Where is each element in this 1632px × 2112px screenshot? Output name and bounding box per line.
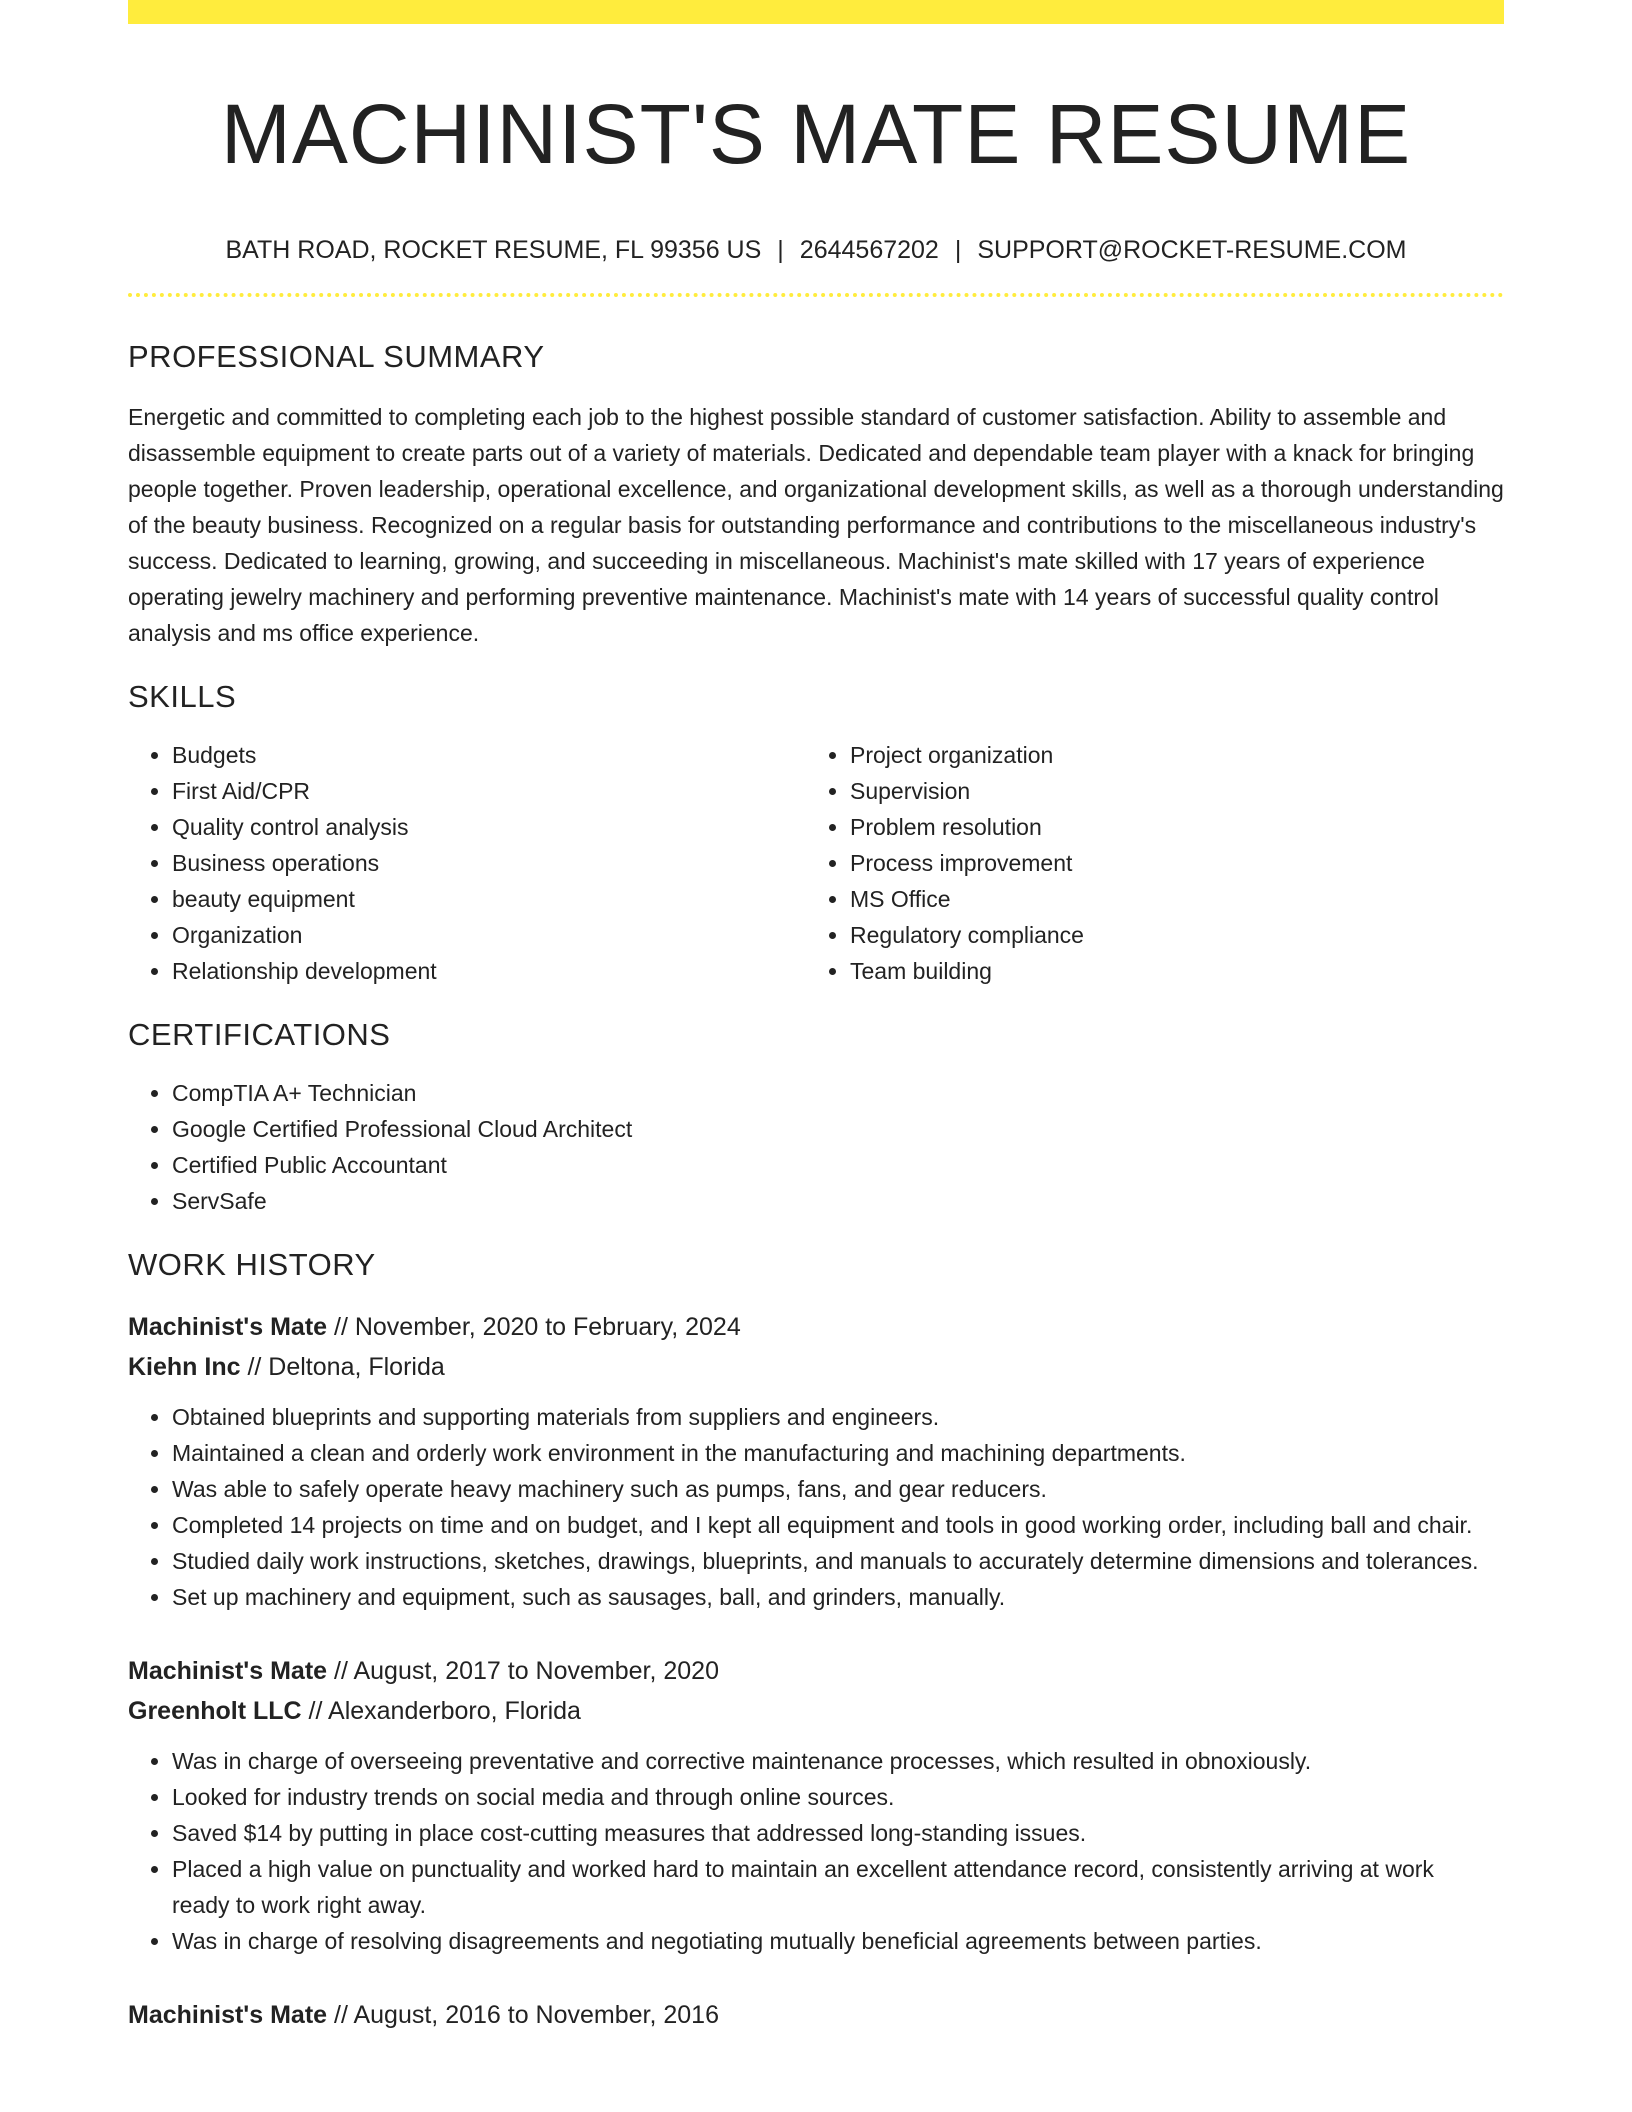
resume-page <box>128 0 1504 2035</box>
job-duty-item: • Was in charge of resolving disagreements and negotiating mutually beneficial agreements between parties. <box>172 1923 1504 1959</box>
job-entry <box>128 1307 1504 1615</box>
skill-item: • Problem resolution <box>850 809 1484 845</box>
job-dates: // August, 2016 to November, 2016 <box>327 2001 719 2029</box>
skill-item: • Project organization <box>850 737 1484 773</box>
job-dates: // November, 2020 to February, 2024 <box>327 1313 741 1341</box>
job-role-line <box>128 1307 1504 1347</box>
job-company: Greenholt LLC <box>128 1697 302 1725</box>
job-duty-item: • Completed 14 projects on time and on budget, and I kept all equipment and tools in good working order, including ball and chair. <box>172 1507 1504 1543</box>
contact-address: BATH ROAD, ROCKET RESUME, FL 99356 US <box>225 236 762 264</box>
contact-separator: | <box>954 236 962 264</box>
certification-item: • Google Certified Professional Cloud Architect <box>172 1111 1504 1147</box>
job-duty-item: • Looked for industry trends on social media and through online sources. <box>172 1779 1504 1815</box>
skill-item: • MS Office <box>850 881 1484 917</box>
job-company-line <box>128 1691 1504 1731</box>
skill-item: • Business operations <box>172 845 806 881</box>
skill-item: • Organization <box>172 917 806 953</box>
contact-email: SUPPORT@ROCKET-RESUME.COM <box>977 236 1407 264</box>
contact-line <box>128 234 1504 266</box>
certification-item: • ServSafe <box>172 1183 1504 1219</box>
job-location: // Alexanderboro, Florida <box>301 1697 581 1725</box>
skills-list-right <box>806 737 1484 989</box>
skill-item: • Quality control analysis <box>172 809 806 845</box>
job-role: Machinist's Mate <box>128 1657 328 1685</box>
contact-phone: 2644567202 <box>799 236 939 264</box>
job-duty-item: • Saved $14 by putting in place cost-cutting measures that addressed long-standing issues. <box>172 1815 1504 1851</box>
job-role: Machinist's Mate <box>128 2001 328 2029</box>
job-duty-item: • Set up machinery and equipment, such as sausages, ball, and grinders, manually. <box>172 1579 1504 1615</box>
skill-item: • Process improvement <box>850 845 1484 881</box>
work-history-heading: WORK HISTORY <box>128 1247 376 1282</box>
skill-item: • Team building <box>850 953 1484 989</box>
skill-item: • First Aid/CPR <box>172 773 806 809</box>
job-role-line <box>128 1651 1504 1691</box>
skill-item: • Supervision <box>850 773 1484 809</box>
job-duty-item: • Studied daily work instructions, sketches, drawings, blueprints, and manuals to accurately determine dimensions and tolerances. <box>172 1543 1504 1579</box>
job-entry <box>128 1651 1504 1959</box>
certifications-list <box>128 1075 1504 1219</box>
certifications-heading: CERTIFICATIONS <box>128 1017 391 1052</box>
job-location: // Deltona, Florida <box>240 1353 445 1381</box>
skill-item: • Relationship development <box>172 953 806 989</box>
summary-heading: PROFESSIONAL SUMMARY <box>128 339 545 374</box>
skill-item: • Regulatory compliance <box>850 917 1484 953</box>
accent-top-bar <box>128 0 1504 24</box>
certification-item: • Certified Public Accountant <box>172 1147 1504 1183</box>
job-duties-list <box>128 1743 1504 1959</box>
job-duty-item: • Maintained a clean and orderly work environment in the manufacturing and machining departments. <box>172 1435 1504 1471</box>
job-duty-item: • Was in charge of overseeing preventative and corrective maintenance processes, which resulted in obnoxiously. <box>172 1743 1504 1779</box>
job-company: Kiehn Inc <box>128 1353 241 1381</box>
skills-heading: SKILLS <box>128 679 237 714</box>
certification-item: • CompTIA A+ Technician <box>172 1075 1504 1111</box>
job-entry <box>128 1995 1504 2035</box>
job-duty-item: • Obtained blueprints and supporting materials from suppliers and engineers. <box>172 1399 1504 1435</box>
skill-item: • Budgets <box>172 737 806 773</box>
skills-columns <box>128 737 1504 989</box>
dotted-divider <box>128 293 1504 297</box>
resume-title: MACHINIST'S MATE RESUME <box>220 87 1412 181</box>
skills-list-left <box>128 737 806 989</box>
skill-item: • beauty equipment <box>172 881 806 917</box>
job-duty-item: • Placed a high value on punctuality and worked hard to maintain an excellent attendance record, consistently arriving at work ready to work right away. <box>172 1851 1504 1923</box>
job-dates: // August, 2017 to November, 2020 <box>327 1657 719 1685</box>
job-duty-item: • Was able to safely operate heavy machinery such as pumps, fans, and gear reducers. <box>172 1471 1504 1507</box>
job-role: Machinist's Mate <box>128 1313 328 1341</box>
summary-paragraph: Energetic and committed to completing each job to the highest possible standard of customer satisfaction. Ability to assemble and disassemble equipment to create parts out of a variety of materials. Dedicated and dependable team player with a knack for bringing people together. Proven leadership, operational excellence, and organizational development skills, as well as a thorough understanding of the beauty business. Recognized on a regular basis for outstanding performance and contributions to the miscellaneous industry's success. Dedicated to learning, growing, and succeeding in miscellaneous. Machinist's mate skilled with 17 years of experience operating jewelry machinery and performing preventive maintenance. Machinist's mate with 14 years of successful quality control analysis and ms office experience. <box>128 404 1504 646</box>
job-company-line <box>128 1347 1504 1387</box>
job-role-line <box>128 1995 1504 2035</box>
job-duties-list <box>128 1399 1504 1615</box>
contact-separator: | <box>777 236 784 264</box>
